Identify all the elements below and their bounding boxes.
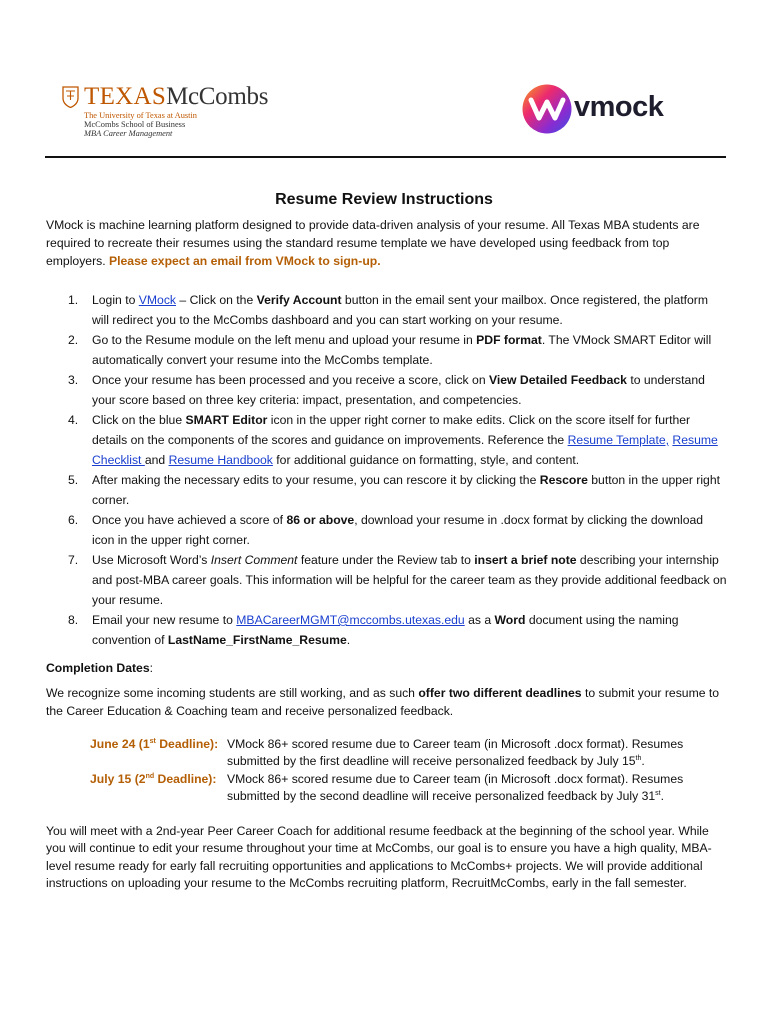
completion-dates-heading xyxy=(46,659,153,677)
step-7 xyxy=(46,550,728,610)
step-text: Login to xyxy=(92,293,139,307)
step-6 xyxy=(46,510,728,550)
step-text: button in the upper right corner. xyxy=(92,473,720,507)
deadline-2-label xyxy=(90,771,216,788)
intro-paragraph xyxy=(46,216,728,270)
step-text: Once you have achieved a score of xyxy=(92,513,287,527)
ut-shield-icon xyxy=(62,86,79,108)
vmock-logo xyxy=(522,84,672,138)
step-text: . The VMock SMART Editor will automatically convert your resume into the McCombs template. xyxy=(92,333,712,367)
label-sup: st xyxy=(149,738,156,745)
step-number: 2. xyxy=(68,333,79,347)
step-italic: Insert Comment xyxy=(210,553,298,567)
step-3 xyxy=(46,370,728,410)
step-bold: LastName_FirstName_Resume xyxy=(167,633,347,647)
step-1 xyxy=(46,290,728,330)
step-bold: Verify Account xyxy=(256,293,342,307)
step-2 xyxy=(46,330,728,370)
completion-paragraph xyxy=(46,684,728,720)
step-5 xyxy=(46,470,728,510)
step-number: 6. xyxy=(68,513,79,527)
deadline-sup: st xyxy=(655,790,661,797)
step-text: button in the email sent your mailbox. Once registered, the platform will redirect you to the McCombs dashboard and you can start working on your resume. xyxy=(92,293,709,327)
step-bold: Rescore xyxy=(539,473,588,487)
step-number: 3. xyxy=(68,373,79,387)
step-text: to understand your score based on three key criteria: impact, presentation, and competencies. xyxy=(92,373,705,407)
vmock-logo-icon xyxy=(522,84,572,134)
vmock-wordmark: vmock xyxy=(574,91,664,123)
step-text: , download your resume in .docx format by clicking the download icon in the upper right corner. xyxy=(92,513,704,547)
step-text: feature under the Review tab to xyxy=(297,553,475,567)
step-bold: Word xyxy=(494,613,526,627)
deadline-text-end: . xyxy=(660,789,665,803)
resume-checklist-link[interactable]: Resume Checklist xyxy=(92,433,718,467)
completion-heading-text: Completion Dates xyxy=(46,661,150,675)
step-number: 7. xyxy=(68,553,79,567)
step-text: for additional guidance on formatting, style, and content. xyxy=(272,453,580,467)
completion-bold: offer two different deadlines xyxy=(418,686,582,700)
logo-wordmark xyxy=(84,83,268,111)
label-text: July 15 (2 xyxy=(90,772,146,786)
step-text: Click on the blue xyxy=(92,413,186,427)
step-text: as a xyxy=(464,613,495,627)
logo-mccombs: McCombs xyxy=(166,83,269,110)
label-text: June 24 (1 xyxy=(90,737,150,751)
step-number: 4. xyxy=(68,413,79,427)
step-text: Email your new resume to xyxy=(92,613,237,627)
deadline-1-text xyxy=(227,736,737,770)
deadline-text: VMock 86+ scored resume due to Career team (in Microsoft .docx format). Resumes submitted by the first deadline will receive personalized feedback by July 15 xyxy=(227,737,684,768)
label-text: Deadline): xyxy=(155,737,219,751)
vmock-link[interactable]: VMock xyxy=(138,293,177,307)
step-text: After making the necessary edits to your resume, you can rescore it by clicking the xyxy=(92,473,540,487)
step-bold: PDF format xyxy=(476,333,542,347)
document-title: Resume Review Instructions xyxy=(275,191,493,208)
logo-department-line: MBA Career Management xyxy=(84,129,173,138)
step-bold: SMART Editor xyxy=(185,413,268,427)
step-bold: insert a brief note xyxy=(474,553,577,567)
step-8 xyxy=(46,610,728,650)
deadline-text: VMock 86+ scored resume due to Career team (in Microsoft .docx format). Resumes submitted by the second deadline will receive personalized feedback by July 31 xyxy=(227,772,684,803)
step-text: Go to the Resume module on the left menu and upload your resume in xyxy=(92,333,477,347)
deadline-sup: th xyxy=(635,755,642,762)
step-text: Once your resume has been processed and you receive a score, click on xyxy=(92,373,489,387)
step-text: Use Microsoft Word’s xyxy=(92,553,211,567)
step-number: 1. xyxy=(68,293,79,307)
texas-mccombs-logo xyxy=(62,84,292,144)
step-bold: View Detailed Feedback xyxy=(488,373,627,387)
step-text: describing your internship and post-MBA career goals. This information will be helpful for the career team as they provide additional feedback on your resume. xyxy=(92,553,727,607)
resume-template-link[interactable]: Resume Template, xyxy=(567,433,669,447)
step-text: and xyxy=(144,453,169,467)
label-text: Deadline): xyxy=(154,772,217,786)
deadline-1-label xyxy=(90,736,218,753)
deadline-text-end: . xyxy=(641,754,645,768)
header-divider xyxy=(45,156,726,158)
deadline-2-text xyxy=(227,771,737,805)
step-4 xyxy=(46,410,728,470)
intro-text: VMock is machine learning platform designed to provide data-driven analysis of your resume. All Texas MBA students are required to recreate their resumes using the standard resume template we have developed using feedback from top employers. xyxy=(46,218,700,268)
closing-paragraph: You will meet with a 2nd-year Peer Career Coach for additional resume feedback at the beginning of the school year. While you will continue to edit your resume throughout your time at McCombs, our goal is to ensure you have a high quality, MBA-level resume ready for early fall recruiting opportunities and applications to McCombs+ projects. We will provide additional instructions on uploading your resume to the McCombs recruiting platform, RecruitMcCombs, early in the fall semester. xyxy=(46,824,712,891)
step-text: document using the naming convention of xyxy=(92,613,679,647)
career-email-link[interactable]: MBACareerMGMT@mccombs.utexas.edu xyxy=(236,613,465,627)
step-text: . xyxy=(346,633,351,647)
logo-texas: TEXAS xyxy=(84,83,167,110)
step-text: – Click on the xyxy=(176,293,257,307)
label-sup: nd xyxy=(145,773,155,780)
step-number: 5. xyxy=(68,473,79,487)
logo-school-line: McCombs School of Business xyxy=(84,120,186,129)
resume-handbook-link[interactable]: Resume Handbook xyxy=(168,453,273,467)
step-bold: 86 or above xyxy=(286,513,355,527)
completion-heading-colon: : xyxy=(149,661,153,675)
intro-highlight: Please expect an email from VMock to sign-up. xyxy=(109,254,381,268)
logo-university-line: The University of Texas at Austin xyxy=(84,111,197,120)
completion-text: to submit your resume to the Career Education & Coaching team and receive personalized feedback. xyxy=(46,686,720,718)
completion-text: We recognize some incoming students are still working, and as such xyxy=(46,686,419,700)
step-text: icon in the upper right corner to make edits. Click on the score itself for further details on the components of the scores and guidance on improvements. Reference the xyxy=(92,413,691,447)
instruction-steps xyxy=(46,290,728,650)
step-number: 8. xyxy=(68,613,79,627)
